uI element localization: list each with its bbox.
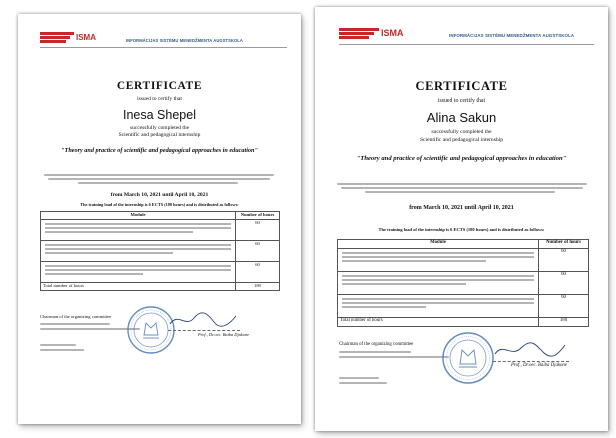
header-rule xyxy=(339,44,594,45)
program-title: "Theory and practice of scientific and pedagogical approaches in education" xyxy=(356,155,567,162)
certificate-alina-sakun xyxy=(315,7,608,431)
header-rule xyxy=(40,47,287,48)
issued-text: issued to certify that xyxy=(437,98,486,104)
logo-stripes-icon xyxy=(40,32,74,43)
hours-cell: 60 xyxy=(236,220,280,241)
training-load-text: The training load of the internship is 6 ECTS (180 hours) and is distributed as follows: xyxy=(80,202,239,207)
col-header-hours: Number of hours xyxy=(539,240,589,249)
table-row xyxy=(41,241,280,262)
agency-name: INFORMĀCIJAS SISTĒMU MENEDŽMENTA AUGSTSKOLA xyxy=(449,33,575,38)
col-header-module: Module xyxy=(338,240,539,249)
table-row-total xyxy=(41,283,280,291)
logo-wordmark: ISMA xyxy=(76,32,96,42)
chairman-label: Chairman of the organizing committee xyxy=(40,314,112,319)
period-text: from March 10, 2021 until April 10, 2021 xyxy=(409,205,514,211)
total-hours: 180 xyxy=(236,283,280,291)
fine-print-line xyxy=(339,382,387,384)
total-hours: 180 xyxy=(539,318,589,327)
signature-scribble xyxy=(168,310,238,330)
fine-print-line xyxy=(48,178,270,180)
module-cell xyxy=(41,220,236,241)
period-text: from March 10, 2021 until April 10, 2021 xyxy=(110,192,209,198)
signature-line xyxy=(493,361,569,362)
chairman-label: Chairman of the organizing committee xyxy=(339,342,414,347)
isma-logo xyxy=(40,32,96,43)
fine-print-line xyxy=(337,183,587,185)
completed-text: successfully completed the xyxy=(129,125,190,131)
internship-text: Scientific and pedagogical internship xyxy=(118,132,201,138)
logo-stripes-icon xyxy=(339,28,379,39)
fine-print-line xyxy=(339,356,449,358)
hours-cell: 60 xyxy=(236,262,280,283)
issued-text: issued to certify that xyxy=(137,96,182,102)
internship-text: Scientific and pedagogical internship xyxy=(419,137,504,143)
module-cell xyxy=(338,295,539,318)
table-header-row xyxy=(41,212,280,220)
fine-print-line xyxy=(365,191,555,193)
total-label: Total number of hours xyxy=(41,283,236,291)
recipient-name: Inesa Shepel xyxy=(123,108,196,122)
completed-text: successfully completed the xyxy=(431,129,492,135)
table-row xyxy=(41,220,280,241)
hours-cell: 60 xyxy=(539,272,589,295)
signature-scribble xyxy=(493,339,567,361)
module-cell xyxy=(41,241,236,262)
fine-print-line xyxy=(341,187,583,189)
module-cell xyxy=(338,272,539,295)
table-row-total xyxy=(338,318,589,327)
table-header-row xyxy=(338,240,589,249)
table-row xyxy=(41,262,280,283)
table-row xyxy=(338,295,589,318)
hours-cell: 60 xyxy=(539,249,589,272)
program-title: "Theory and practice of scientific and pedagogical approaches in education" xyxy=(61,147,258,154)
isma-logo xyxy=(339,28,404,39)
table-row xyxy=(338,272,589,295)
agency-name: INFORMĀCIJAS SISTĒMU MENEDŽMENTA AUGSTSKOLA xyxy=(126,38,243,43)
certificate-title: CERTIFICATE xyxy=(116,80,203,92)
signer-name: Prof., Dr.oec. Baiba Djakone xyxy=(198,332,250,337)
col-header-module: Module xyxy=(41,212,236,220)
col-header-hours: Number of hours xyxy=(236,212,280,220)
certificate-inesa-shepel xyxy=(18,14,301,424)
fine-print-line xyxy=(40,349,84,351)
module-cell xyxy=(338,249,539,272)
logo-wordmark: ISMA xyxy=(381,28,404,39)
fine-print-line xyxy=(339,377,379,379)
hours-cell: 60 xyxy=(539,295,589,318)
module-cell xyxy=(41,262,236,283)
fine-print-line xyxy=(40,344,76,346)
fine-print-line xyxy=(78,182,238,184)
fine-print-line xyxy=(40,323,110,325)
fine-print-line xyxy=(339,351,411,353)
hours-cell: 60 xyxy=(236,241,280,262)
signer-name: Prof., Dr.oec. Baiba Djakone xyxy=(511,363,567,368)
recipient-name: Alina Sakun xyxy=(426,110,497,125)
module-table xyxy=(337,239,589,327)
fine-print-line xyxy=(44,174,274,176)
official-seal-stamp xyxy=(441,331,495,385)
signature-line xyxy=(168,330,240,331)
fine-print-line xyxy=(40,328,140,330)
training-load-text: The training load of the internship is 6 ECTS (180 hours) and is distributed as follows: xyxy=(378,227,545,232)
total-label: Total number of hours xyxy=(338,318,539,327)
certificate-title: CERTIFICATE xyxy=(415,79,508,93)
table-row xyxy=(338,249,589,272)
module-table xyxy=(40,211,280,291)
